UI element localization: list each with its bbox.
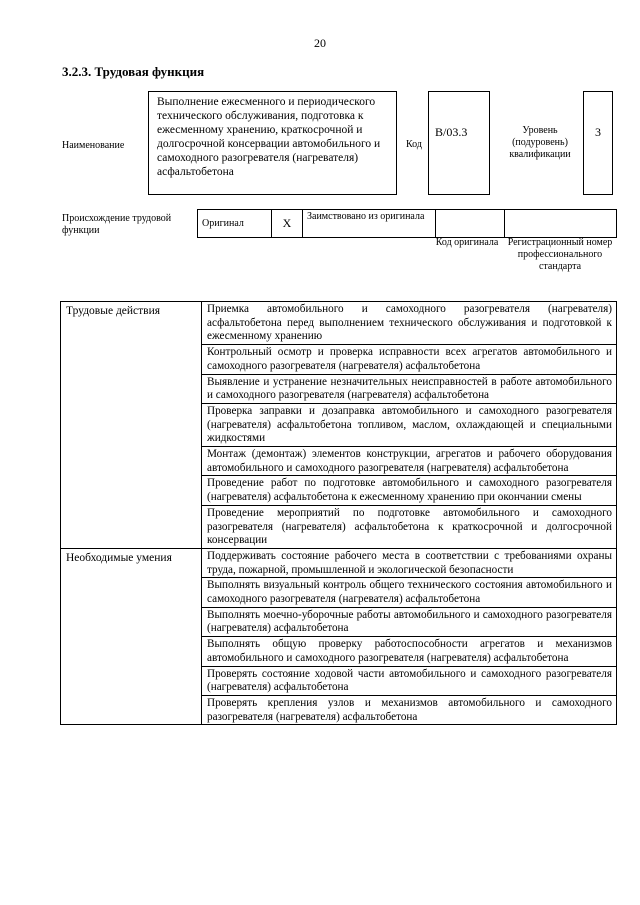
origin-code-cell [436, 210, 505, 238]
code-caption: Код оригинала [435, 237, 499, 248]
original-mark: X [272, 210, 303, 238]
list-item: Контрольный осмотр и проверка исправности всех агрегатов автомобильного и самоходного разогревателя (нагревателя) асфальтобетона [202, 345, 617, 374]
functions-table [60, 301, 617, 725]
list-item: Выявление и устранение незначительных неисправностей в работе автомобильного и самоходного разогревателя (нагревателя) асфальтобетона [202, 374, 617, 403]
section-heading: 3.2.3. Трудовая функция [62, 64, 205, 79]
code-box [428, 91, 490, 195]
function-name-box [148, 91, 397, 195]
list-item: Выполнять визуальный контроль общего технического состояния автомобильного и самоходного разогревателя (нагревателя) асфальтобетона [202, 578, 617, 607]
section-label: Трудовые действия [61, 302, 202, 549]
borrowed-label: Заимствовано из оригинала [303, 210, 436, 238]
list-item: Выполнять общую проверку работоспособности агрегатов и механизмов автомобильного и самоходного разогревателя (нагревателя) асфальтобетона [202, 637, 617, 666]
table-row [61, 548, 617, 577]
code-label: Код [406, 139, 422, 150]
page-number: 20 [314, 36, 326, 50]
section-label: Необходимые умения [61, 548, 202, 724]
origin-label: Происхождение трудовой функции [62, 213, 172, 236]
code-value: B/03.3 [435, 125, 468, 139]
origin-table [197, 209, 617, 238]
reg-number-cell [505, 210, 617, 238]
level-label: Уровень (подуровень) квалификации [509, 125, 571, 160]
reg-caption: Регистрационный номер профессионального стандарта [507, 237, 613, 272]
list-item: Приемка автомобильного и самоходного разогревателя (нагревателя) асфальтобетона перед выполнением технического обслуживания и подготовкой к ежесменному хранению [202, 302, 617, 345]
level-box [583, 91, 613, 195]
list-item: Проверка заправки и дозаправка автомобильного и самоходного разогревателя (нагревателя) асфальтобетона топливом, маслом, охлаждающей и специальными жидкостями [202, 403, 617, 446]
list-item: Проведение мероприятий по подготовке автомобильного и самоходного разогревателя (нагревателя) асфальтобетона к краткосрочной и долгосрочной консервации [202, 505, 617, 548]
table-row [61, 302, 617, 345]
list-item: Проверять состояние ходовой части автомобильного и самоходного разогревателя (нагревателя) асфальтобетона [202, 666, 617, 695]
list-item: Проверять крепления узлов и механизмов автомобильного и самоходного разогревателя (нагревателя) асфальтобетона [202, 695, 617, 724]
list-item: Поддерживать состояние рабочего места в соответствии с требованиями охраны труда, пожарной, промышленной и экологической безопасности [202, 548, 617, 577]
list-item: Выполнять моечно-уборочные работы автомобильного и самоходного разогревателя (нагревателя) асфальтобетона [202, 607, 617, 636]
level-value: 3 [595, 125, 601, 139]
list-item: Проведение работ по подготовке автомобильного и самоходного разогревателя (нагревателя) асфальтобетона к ежесменному хранению при окончании смены [202, 476, 617, 505]
name-label: Наименование [62, 140, 125, 151]
list-item: Монтаж (демонтаж) элементов конструкции, агрегатов и рабочего оборудования автомобильного и самоходного разогревателя (нагревателя) асфальтобетона [202, 447, 617, 476]
function-name: Выполнение ежесменного и периодического технического обслуживания, подготовка к ежесменному хранению, краткосрочной и долгосрочной консервации автомобильного и самоходного разогревателя (нагревателя) асфальтобетона [157, 96, 381, 178]
original-label: Оригинал [198, 210, 272, 238]
